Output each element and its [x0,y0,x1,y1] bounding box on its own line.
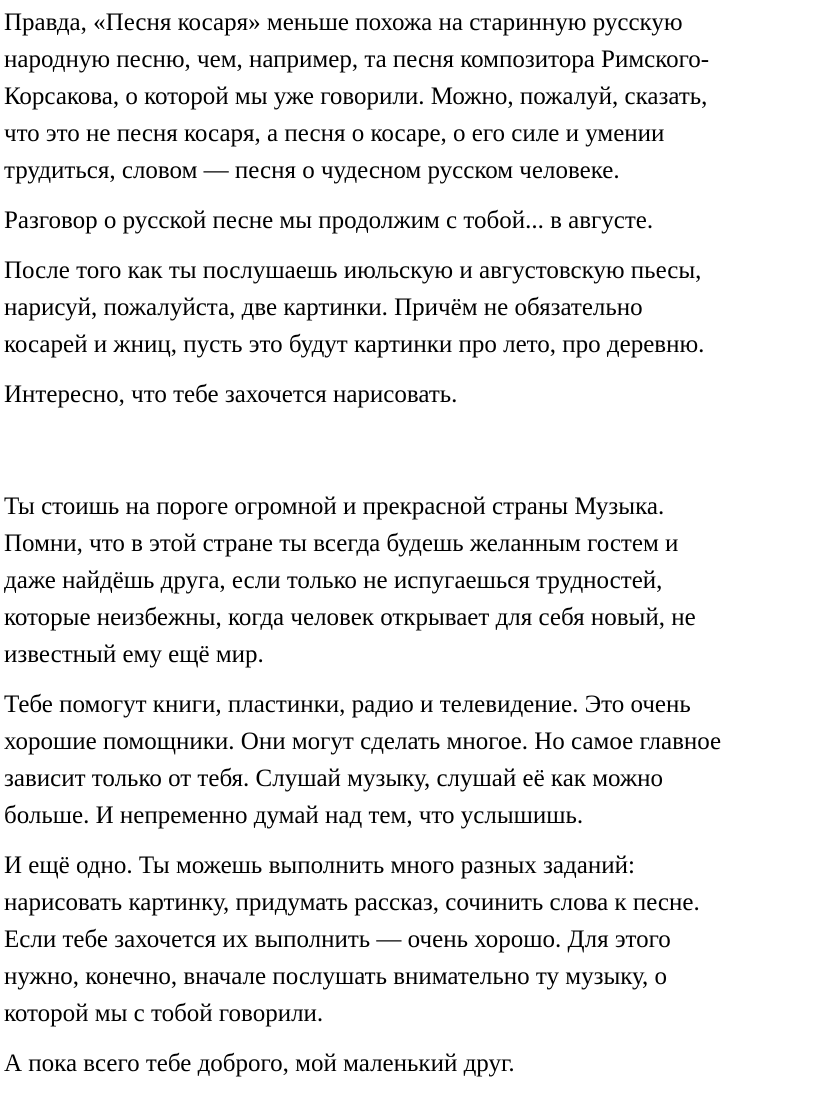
text-line: После того как ты послушаешь июльскую и августовскую пьесы, [4,257,702,284]
text-line: трудиться, словом — песня о чудесном русском человеке. [4,157,620,184]
text-line: Разговор о русской песне мы продолжим с тобой... в августе. [4,207,654,234]
paragraph-music-country [4,488,810,673]
text-line: косарей и жниц, пусть это будут картинки про лето, про деревню. [4,331,705,358]
paragraph-tasks [4,847,810,1032]
text-line: Помни, что в этой стране ты всегда будешь желанным гостем и [4,530,679,557]
text-line: И ещё одно. Ты можешь выполнить много разных заданий: [4,852,635,879]
paragraph-helpers [4,686,810,834]
text-line: хорошие помощники. Они могут сделать многое. Но самое главное [4,728,722,755]
text-line: что это не песня косаря, а песня о косаре, о его силе и умении [4,120,665,147]
section-gap [4,426,810,488]
paragraph-drawings [4,252,810,363]
text-line: нарисовать картинку, придумать рассказ, сочинить слова к песне. [4,889,700,916]
text-line: нужно, конечно, вначале послушать внимательно ту музыку, о [4,963,668,990]
text-line: Тебе помогут книги, пластинки, радио и телевидение. Это очень [4,691,691,718]
text-line: которой мы с тобой говорили. [4,1000,324,1027]
paragraph-kosar-song [4,4,810,189]
text-line: народную песню, чем, например, та песня композитора Римского- [4,46,710,73]
text-line: Правда, «Песня косаря» меньше похожа на старинную русскую [4,9,683,36]
document-page [4,4,810,1095]
text-line: известный ему ещё мир. [4,641,264,668]
text-line: Если тебе захочется их выполнить — очень хорошо. Для этого [4,926,671,953]
text-line: которые неизбежны, когда человек открывает для себя новый, не [4,604,696,631]
text-line: больше. И непременно думай над тем, что услышишь. [4,802,584,829]
text-line: даже найдёшь друга, если только не испугаешься трудностей, [4,567,663,594]
text-line: Корсакова, о которой мы уже говорили. Можно, пожалуй, сказать, [4,83,708,110]
text-line: зависит только от тебя. Слушай музыку, слушай её как можно [4,765,664,792]
text-line: нарисуй, пожалуйста, две картинки. Причём не обязательно [4,294,643,321]
paragraph-interesting [4,376,810,413]
text-line: А пока всего тебе доброго, мой маленький друг. [4,1050,515,1077]
paragraph-farewell [4,1045,810,1082]
paragraph-august [4,202,810,239]
text-line: Ты стоишь на пороге огромной и прекрасной страны Музыка. [4,493,665,520]
text-line: Интересно, что тебе захочется нарисовать. [4,381,458,408]
